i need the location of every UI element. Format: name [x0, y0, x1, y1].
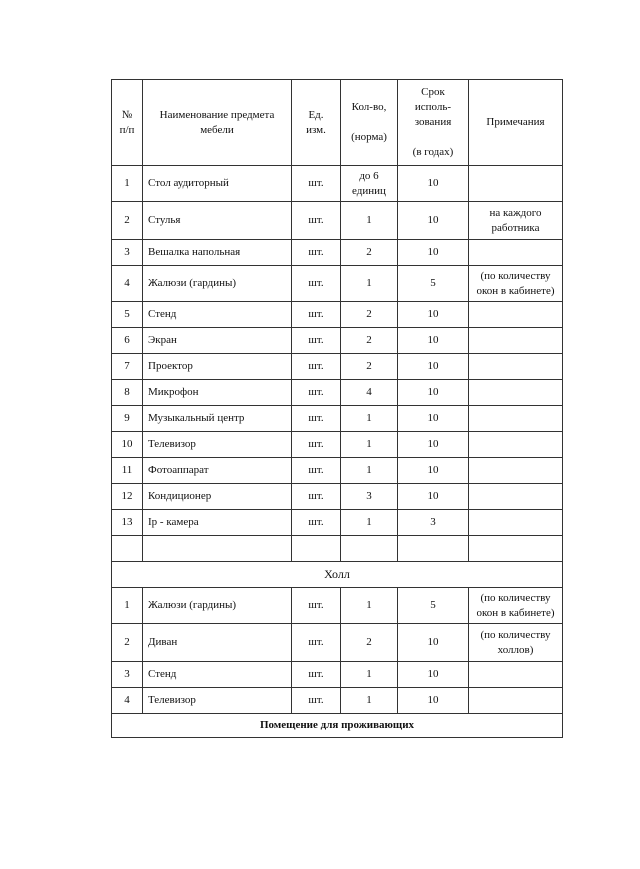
cell-num: 7 — [112, 354, 143, 380]
cell-note — [469, 302, 563, 328]
empty-cell — [469, 536, 563, 562]
cell-num: 2 — [112, 202, 143, 240]
cell-name: Стол аудиторный — [143, 166, 292, 202]
empty-cell — [143, 536, 292, 562]
header-name: Наименование предмета мебели — [143, 80, 292, 166]
cell-name: Микрофон — [143, 380, 292, 406]
header-note: Примечания — [469, 80, 563, 166]
cell-num: 2 — [112, 624, 143, 662]
cell-note — [469, 510, 563, 536]
cell-term: 5 — [398, 588, 469, 624]
table-row — [112, 458, 563, 484]
cell-note — [469, 432, 563, 458]
cell-unit: шт. — [292, 588, 341, 624]
cell-term: 10 — [398, 484, 469, 510]
cell-unit: шт. — [292, 510, 341, 536]
cell-term: 10 — [398, 624, 469, 662]
cell-num: 5 — [112, 302, 143, 328]
cell-unit: шт. — [292, 406, 341, 432]
table-row — [112, 624, 563, 662]
cell-term: 10 — [398, 662, 469, 688]
cell-qty: 1 — [341, 266, 398, 302]
table-row — [112, 484, 563, 510]
cell-note — [469, 166, 563, 202]
cell-num: 11 — [112, 458, 143, 484]
cell-term: 10 — [398, 328, 469, 354]
table-row — [112, 406, 563, 432]
cell-num: 9 — [112, 406, 143, 432]
cell-qty: 1 — [341, 662, 398, 688]
cell-term: 10 — [398, 380, 469, 406]
table-row — [112, 166, 563, 202]
cell-note: (по количеству холлов) — [469, 624, 563, 662]
cell-num: 3 — [112, 662, 143, 688]
cell-num: 4 — [112, 266, 143, 302]
cell-note: (по количеству окон в кабинете) — [469, 588, 563, 624]
cell-term: 10 — [398, 202, 469, 240]
cell-note — [469, 484, 563, 510]
cell-note — [469, 380, 563, 406]
empty-cell — [398, 536, 469, 562]
cell-num: 8 — [112, 380, 143, 406]
cell-name: Музыкальный центр — [143, 406, 292, 432]
cell-unit: шт. — [292, 688, 341, 714]
empty-cell — [341, 536, 398, 562]
cell-note — [469, 662, 563, 688]
table-row — [112, 266, 563, 302]
cell-qty: до 6 единиц — [341, 166, 398, 202]
cell-num: 10 — [112, 432, 143, 458]
cell-qty: 1 — [341, 406, 398, 432]
cell-name: Стулья — [143, 202, 292, 240]
cell-note — [469, 328, 563, 354]
cell-unit: шт. — [292, 266, 341, 302]
cell-unit: шт. — [292, 624, 341, 662]
furniture-table — [111, 79, 563, 738]
cell-unit: шт. — [292, 354, 341, 380]
cell-name: Телевизор — [143, 688, 292, 714]
cell-unit: шт. — [292, 432, 341, 458]
cell-note — [469, 688, 563, 714]
header-num: № п/п — [112, 80, 143, 166]
table-header-row — [112, 80, 563, 166]
table-row — [112, 380, 563, 406]
table-row — [112, 688, 563, 714]
cell-qty: 1 — [341, 588, 398, 624]
cell-name: Ip - камера — [143, 510, 292, 536]
cell-name: Телевизор — [143, 432, 292, 458]
cell-unit: шт. — [292, 302, 341, 328]
empty-row — [112, 536, 563, 562]
cell-term: 10 — [398, 406, 469, 432]
section-residents-title: Помещение для проживающих — [112, 714, 563, 738]
table-row — [112, 240, 563, 266]
cell-unit: шт. — [292, 484, 341, 510]
cell-term: 10 — [398, 354, 469, 380]
table-row — [112, 354, 563, 380]
cell-term: 10 — [398, 688, 469, 714]
cell-qty: 1 — [341, 688, 398, 714]
cell-unit: шт. — [292, 202, 341, 240]
cell-qty: 2 — [341, 302, 398, 328]
cell-num: 13 — [112, 510, 143, 536]
table-row — [112, 302, 563, 328]
cell-num: 4 — [112, 688, 143, 714]
table-row — [112, 328, 563, 354]
section-hall — [112, 562, 563, 588]
cell-num: 12 — [112, 484, 143, 510]
cell-num: 1 — [112, 588, 143, 624]
cell-qty: 1 — [341, 458, 398, 484]
cell-term: 10 — [398, 166, 469, 202]
header-unit: Ед. изм. — [292, 80, 341, 166]
cell-qty: 4 — [341, 380, 398, 406]
empty-cell — [292, 536, 341, 562]
cell-name: Стенд — [143, 662, 292, 688]
cell-name: Диван — [143, 624, 292, 662]
table-row — [112, 202, 563, 240]
cell-name: Экран — [143, 328, 292, 354]
empty-cell — [112, 536, 143, 562]
cell-term: 3 — [398, 510, 469, 536]
cell-unit: шт. — [292, 662, 341, 688]
cell-note: на каждого работника — [469, 202, 563, 240]
cell-qty: 2 — [341, 328, 398, 354]
cell-term: 5 — [398, 266, 469, 302]
section-hall-title: Холл — [112, 562, 563, 588]
cell-term: 10 — [398, 302, 469, 328]
table-row — [112, 588, 563, 624]
cell-name: Кондиционер — [143, 484, 292, 510]
cell-name: Вешалка напольная — [143, 240, 292, 266]
cell-qty: 1 — [341, 202, 398, 240]
cell-term: 10 — [398, 432, 469, 458]
cell-name: Фотоаппарат — [143, 458, 292, 484]
cell-note — [469, 458, 563, 484]
cell-qty: 2 — [341, 240, 398, 266]
cell-num: 3 — [112, 240, 143, 266]
cell-unit: шт. — [292, 328, 341, 354]
cell-qty: 1 — [341, 432, 398, 458]
cell-name: Проектор — [143, 354, 292, 380]
cell-unit: шт. — [292, 380, 341, 406]
table-row — [112, 510, 563, 536]
header-qty: Кол-во, (норма) — [341, 80, 398, 166]
cell-name: Жалюзи (гардины) — [143, 266, 292, 302]
cell-qty: 2 — [341, 354, 398, 380]
cell-unit: шт. — [292, 458, 341, 484]
cell-qty: 3 — [341, 484, 398, 510]
section-residents — [112, 714, 563, 738]
cell-qty: 1 — [341, 510, 398, 536]
cell-unit: шт. — [292, 166, 341, 202]
cell-unit: шт. — [292, 240, 341, 266]
table-row — [112, 662, 563, 688]
table-row — [112, 432, 563, 458]
cell-name: Жалюзи (гардины) — [143, 588, 292, 624]
header-term: Срок исполь- зования (в годах) — [398, 80, 469, 166]
cell-num: 6 — [112, 328, 143, 354]
cell-note: (по количеству окон в кабинете) — [469, 266, 563, 302]
cell-name: Стенд — [143, 302, 292, 328]
cell-note — [469, 240, 563, 266]
cell-term: 10 — [398, 458, 469, 484]
cell-qty: 2 — [341, 624, 398, 662]
cell-num: 1 — [112, 166, 143, 202]
cell-note — [469, 354, 563, 380]
cell-term: 10 — [398, 240, 469, 266]
cell-note — [469, 406, 563, 432]
